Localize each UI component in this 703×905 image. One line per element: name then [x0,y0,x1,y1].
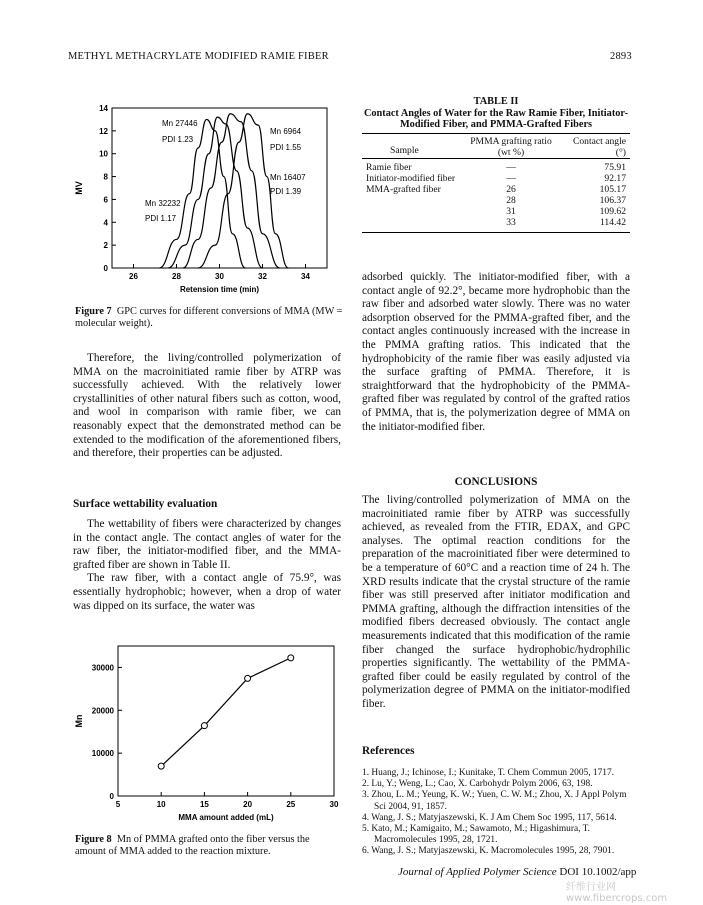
y-axis-label: Mn [74,714,84,728]
figure7-annotation: Mn 16407 [270,173,306,182]
series-line-1 [161,658,291,766]
y-tick-label: 6 [103,195,108,205]
figure7-caption-text: GPC curves for different conversions of MMA (MW = molecular weight). [75,306,343,329]
table2-cell-angle: 114.42 [599,217,626,228]
figure7-annotation: Mn 32232 [145,199,181,208]
figure7-annotation: PDI 1.23 [162,135,194,144]
references-title: References [362,745,415,757]
table2-cell-sample: MMA-grafted fiber [366,184,441,195]
x-tick-label: 26 [129,272,138,281]
table2-heading [362,96,630,131]
x-tick-label: 10 [156,800,166,809]
reference-item: 2. Lu, Y.; Weng, L.; Cao, X. Carbohydr Polym 2006, 63, 198. [362,779,593,790]
table2-cell-ratio: 26 [506,184,516,195]
table2-title: Contact Angles of Water for the Raw Ramie Fiber, Initiator-Modified Fiber, and PMMA-Grafted Fibers [363,107,629,130]
table2-header-sample: Sample [390,145,419,156]
series-line-3 [183,114,280,268]
figure7-annotation: Mn 27446 [162,119,198,128]
table2-header-row [362,136,630,159]
table2-cell-angle: 106.37 [599,195,626,206]
y-tick-label: 10000 [91,749,114,759]
footer-watermark: 纤维行业网 www.fibercrops.com [566,882,668,904]
table2-cell-sample: Ramie fiber [366,162,412,173]
y-tick-label: 8 [103,172,108,182]
y-tick-label: 20000 [91,706,114,716]
table2-row [362,184,630,195]
figure7-caption-label: Figure 7 [75,306,112,317]
table2-cell-angle: 109.62 [599,206,626,217]
left-column-top [73,352,341,461]
footer-journal [398,866,636,878]
x-tick-label: 20 [243,800,253,809]
figure8-caption-label: Figure 8 [75,834,112,845]
table2-cell-ratio: 28 [506,195,516,206]
table2-header-angle: Contact angle (°) [572,136,626,158]
data-point [201,723,207,729]
y-tick-label: 12 [99,126,108,136]
plot-frame [118,646,334,796]
left-column-mid [73,518,341,613]
table2-cell-angle: 105.17 [599,184,626,195]
table2-cell-sample: Initiator-modified fiber [366,173,456,184]
page-number: 2893 [610,51,632,62]
left-para-3: The raw fiber, with a contact angle of 75.9°, was essentially hydrophobic; however, when a drop of water was dipped on its surface, the water was [73,572,341,612]
table2-header-ratio: PMMA grafting ratio (wt %) [470,136,552,158]
footer-doi: DOI 10.1002/app [559,866,637,878]
figure7-annotation: PDI 1.17 [145,214,177,223]
x-tick-label: 30 [215,272,224,281]
y-tick-label: 14 [99,104,108,113]
figure7-annotation: PDI 1.39 [270,187,302,196]
y-tick-label: 2 [103,241,108,251]
x-tick-label: 25 [286,800,296,809]
left-para-1: Therefore, the living/controlled polymerization of MMA on the macroinitiated ramie fiber by ATRP was successfully achieved. With the relatively lower crystallinities of other natural fibers such as cotton, wood, and wool in comparison with ramie fiber, we can reasonably expect that the demonstrated method can be extended to the modification of the aforementioned fibers, and therefore, their properties can be adjusted. [73,352,341,460]
x-axis-label: MMA amount added (mL) [178,813,274,822]
x-tick-label: 5 [115,800,121,809]
y-tick-label: 10 [99,149,108,159]
y-tick-label: 4 [103,218,108,228]
table2-label: TABLE II [473,96,519,107]
table2-cell-sample [362,206,462,217]
y-tick-label: 30000 [91,663,114,673]
left-para-2: The wettability of fibers were characterized by changes in the contact angle. The contact angles of water for the raw fiber, the initiator-modified fiber, and the MMA-grafted fiber are shown in Table II. [73,518,341,571]
table2-cell-ratio: 31 [506,206,516,217]
figure7-annotation: PDI 1.55 [270,143,302,152]
figure8-chart [72,638,342,830]
data-point [158,763,164,769]
y-tick-label: 0 [109,792,114,801]
data-point [245,675,251,681]
table2-cell-ratio: — [506,173,516,184]
section-title-wettability: Surface wettability evaluation [73,498,218,510]
references-list [362,768,632,858]
figure8-caption [75,834,343,858]
table2-row [362,173,630,184]
reference-item: 5. Kato, M.; Kamigaito, M.; Sawamoto, M.; Higashimura, T. Macromolecules 1995, 28, 1721. [362,824,591,846]
table2-row [362,206,630,217]
table2-cell-ratio: 33 [506,217,516,228]
running-title: METHYL METHACRYLATE MODIFIED RAMIE FIBER [68,51,329,62]
figure8-caption-text: Mn of PMMA grafted onto the fiber versus the amount of MMA added to the reaction mixture. [75,834,310,857]
conclusions-title: CONCLUSIONS [454,476,538,488]
x-tick-label: 34 [301,272,310,281]
right-column-top [362,271,630,434]
reference-item: 4. Wang, J. S.; Matyjaszewski, K. J Am Chem Soc 1995, 117, 5614. [362,812,617,823]
table2-row [362,195,630,206]
data-point [288,655,294,661]
right-para-1: adsorbed quickly. The initiator-modified fiber, with a contact angle of 92.2°, became more hydrophobic than the raw fiber and adsorbed water slowly. There was no water adsorption observed for the PMMA-grafted fiber, and the contact angles continuously increased with the increase in the PMMA grafting ratios. This indicated that the hydrophobicity of the ramie fiber was easily adjusted via the surface grafting of PMMA. Therefore, it is straightforward that the hydrophobicity of the PMMA-grafted fiber was regulated by control of the grafted ratios of PMMA, that is, the polymerization degree of MMA on the initiator-modified fiber. [362,271,630,433]
reference-item: 1. Huang, J.; Ichinose, I.; Kunitake, T. Chem Commun 2005, 1717. [362,768,614,778]
table2-row [362,159,630,174]
x-tick-label: 30 [329,800,339,809]
table2-cell-sample [362,195,462,206]
table2-cell-ratio: — [506,162,516,173]
table2 [362,136,630,228]
conclusions-text: The living/controlled polymerization of MMA on the macroinitiated ramie fiber by ATRP was successfully achieved, as revealed from the FTIR, EDAX, and GPC analyses. The optimal reaction conditions for the preparation of the macroinitiated fiber were determined to be a temperature of 60°C and a reaction time of 24 h. The XRD results indicate that the crystal structure of the ramie fiber was still preserved after initiator modification and PMMA grafting, although the diffraction intensities of the modified fibers decreased obviously. The contact angle measurements indicated that this modification of the ramie fiber changed the surface hydrophobic/hydrophilic properties significantly. The wettability of the PMMA-grafted fiber could be easily regulated by control of the polymerization degree of PMMA on the initiator-modified fiber. [362,494,630,710]
x-tick-label: 32 [258,272,267,281]
table2-cell-angle: 75.91 [604,162,626,173]
table2-row [362,217,630,228]
figure7-caption [75,306,343,330]
figure7-annotation: Mn 6964 [270,127,302,136]
x-tick-label: 28 [172,272,181,281]
y-tick-label: 0 [103,264,108,273]
table2-cell-angle: 92.17 [604,173,626,184]
figure7-chart [70,100,350,300]
footer-journal-name: Journal of Applied Polymer Science [398,866,557,878]
reference-item: 6. Wang, J. S.; Matyjaszewski, K. Macromolecules 1995, 28, 7901. [362,846,615,857]
table2-cell-sample [362,217,462,228]
x-axis-label: Retension time (min) [179,285,260,294]
y-axis-label: MV [74,181,84,195]
reference-item: 3. Zhou, L. M.; Yeung, K. W.; Yuen, C. W. M.; Zhou, X. J Appl Polym Sci 2004, 91, 1857. [362,790,627,812]
x-tick-label: 15 [199,800,209,809]
conclusions-body [362,494,630,712]
